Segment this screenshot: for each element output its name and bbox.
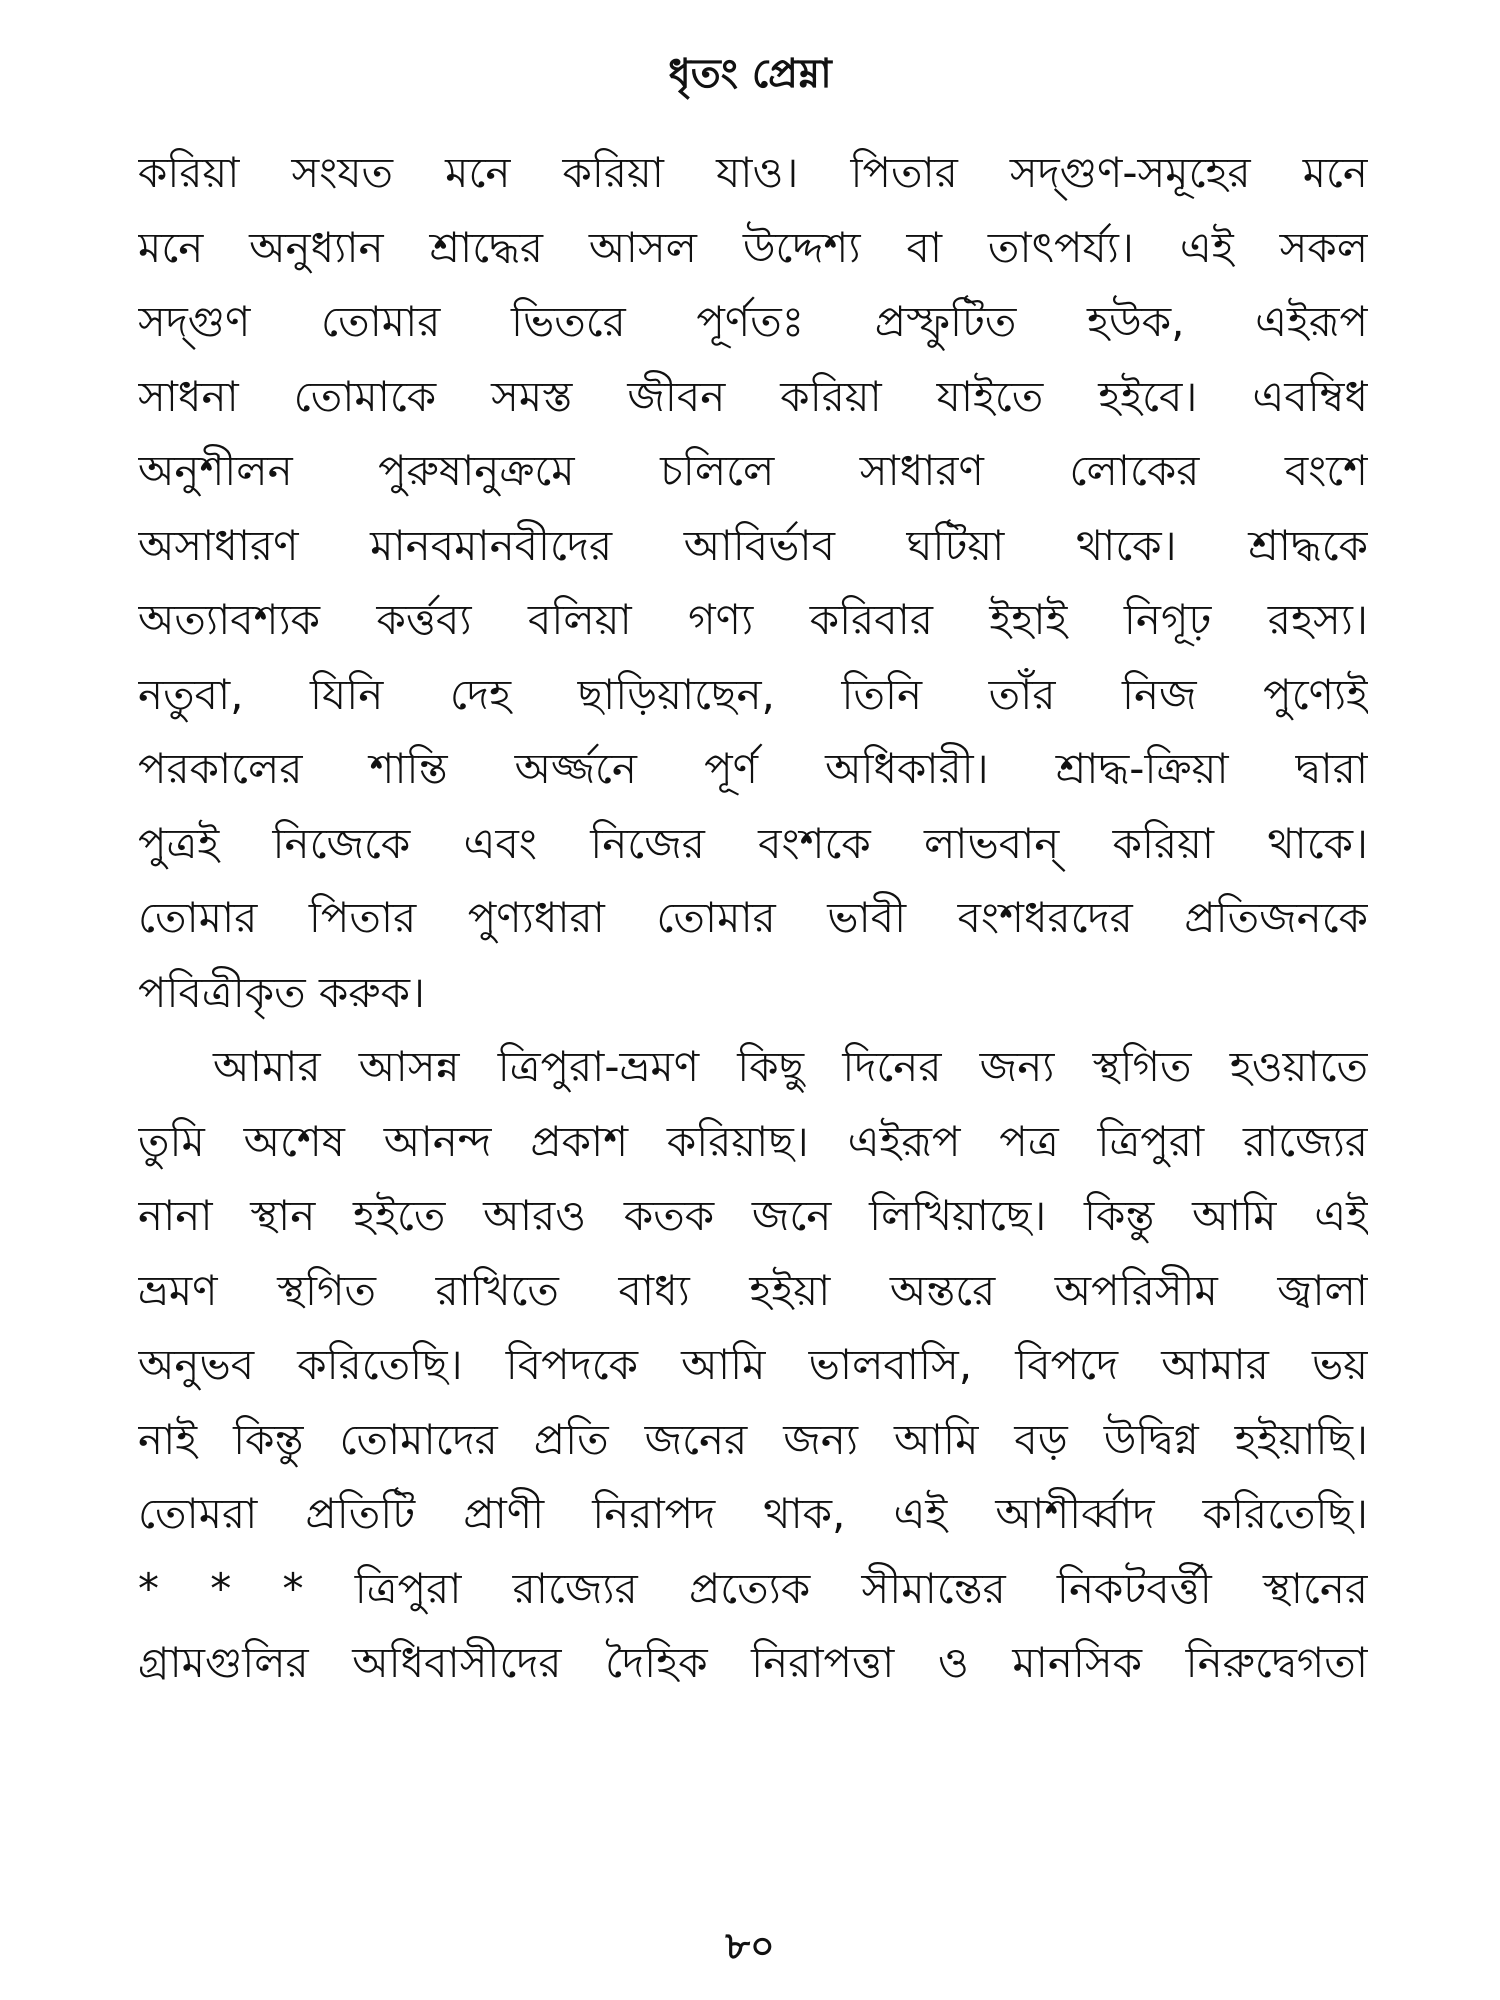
text-line: অনুভব করিতেছি। বিপদকে আমি ভালবাসি, বিপদে আমার ভয় bbox=[138, 1340, 1368, 1389]
text-line: নতুবা, যিনি দেহ ছাড়িয়াছেন, তিনি তাঁর নিজ পুণ্যেই bbox=[138, 669, 1368, 719]
text-line: নাই কিন্তু তোমাদের প্রতি জনের জন্য আমি বড় উদ্বিগ্ন হইয়াছি। bbox=[138, 1414, 1368, 1464]
text-line: অত্যাবশ্যক কর্ত্তব্য বলিয়া গণ্য করিবার ইহাই নিগূঢ় রহস্য। bbox=[138, 595, 1368, 644]
text-line: তুমি অশেষ আনন্দ প্রকাশ করিয়াছ। এইরূপ পত্র ত্রিপুরা রাজ্যের bbox=[138, 1116, 1368, 1166]
text-line: করিয়া সংযত মনে করিয়া যাও। পিতার সদ্‌গুণ-সমূহের মনে bbox=[138, 148, 1368, 197]
paragraph-end-line: পবিত্রীকৃত করুক। bbox=[138, 967, 426, 1017]
text-line: সাধনা তোমাকে সমস্ত জীবন করিয়া যাইতে হইবে। এবম্বিধ bbox=[138, 371, 1368, 421]
text-line: সদ্‌গুণ তোমার ভিতরে পূর্ণতঃ প্রস্ফুটিত হউক, এইরূপ bbox=[138, 297, 1368, 346]
text-line: গ্রামগুলির অধিবাসীদের দৈহিক নিরাপত্তা ও মানসিক নিরুদ্বেগতা bbox=[138, 1638, 1368, 1687]
body-text bbox=[138, 136, 1368, 1701]
text-line: মনে অনুধ্যান শ্রাদ্ধের আসল উদ্দেশ্য বা তাৎপর্য্য। এই সকল bbox=[138, 222, 1368, 272]
running-title: ধৃতং প্রেম্না bbox=[668, 51, 832, 97]
text-line: অসাধারণ মানবমানবীদের আবির্ভাব ঘটিয়া থাকে। শ্রাদ্ধকে bbox=[138, 520, 1368, 570]
text-line: * * * ত্রিপুরা রাজ্যের প্রত্যেক সীমান্তের নিকটবর্ত্তী স্থানের bbox=[138, 1563, 1368, 1613]
text-line: পরকালের শান্তি অর্জ্জনে পূর্ণ অধিকারী। শ্রাদ্ধ-ক্রিয়া দ্বারা bbox=[138, 744, 1368, 793]
text-line: তোমার পিতার পুণ্যধারা তোমার ভাবী বংশধরদের প্রতিজনকে bbox=[138, 893, 1368, 942]
text-line: পুত্রই নিজেকে এবং নিজের বংশকে লাভবান্ করিয়া থাকে। bbox=[138, 818, 1368, 868]
text-line: নানা স্থান হইতে আরও কতক জনে লিখিয়াছে। কিন্তু আমি এই bbox=[138, 1191, 1368, 1240]
text-line: তোমরা প্রতিটি প্রাণী নিরাপদ থাক, এই আশীর্ব্বাদ করিতেছি। bbox=[138, 1489, 1368, 1538]
paragraph-start-line: আমার আসন্ন ত্রিপুরা-ভ্রমণ কিছু দিনের জন্য স্থগিত হওয়াতে bbox=[213, 1042, 1368, 1091]
text-line: ভ্রমণ স্থগিত রাখিতে বাধ্য হইয়া অন্তরে অপরিসীম জ্বালা bbox=[138, 1265, 1368, 1315]
page-number: ৮০ bbox=[725, 1924, 775, 1968]
text-line: অনুশীলন পুরুষানুক্রমে চলিলে সাধারণ লোকের বংশে bbox=[138, 446, 1368, 495]
